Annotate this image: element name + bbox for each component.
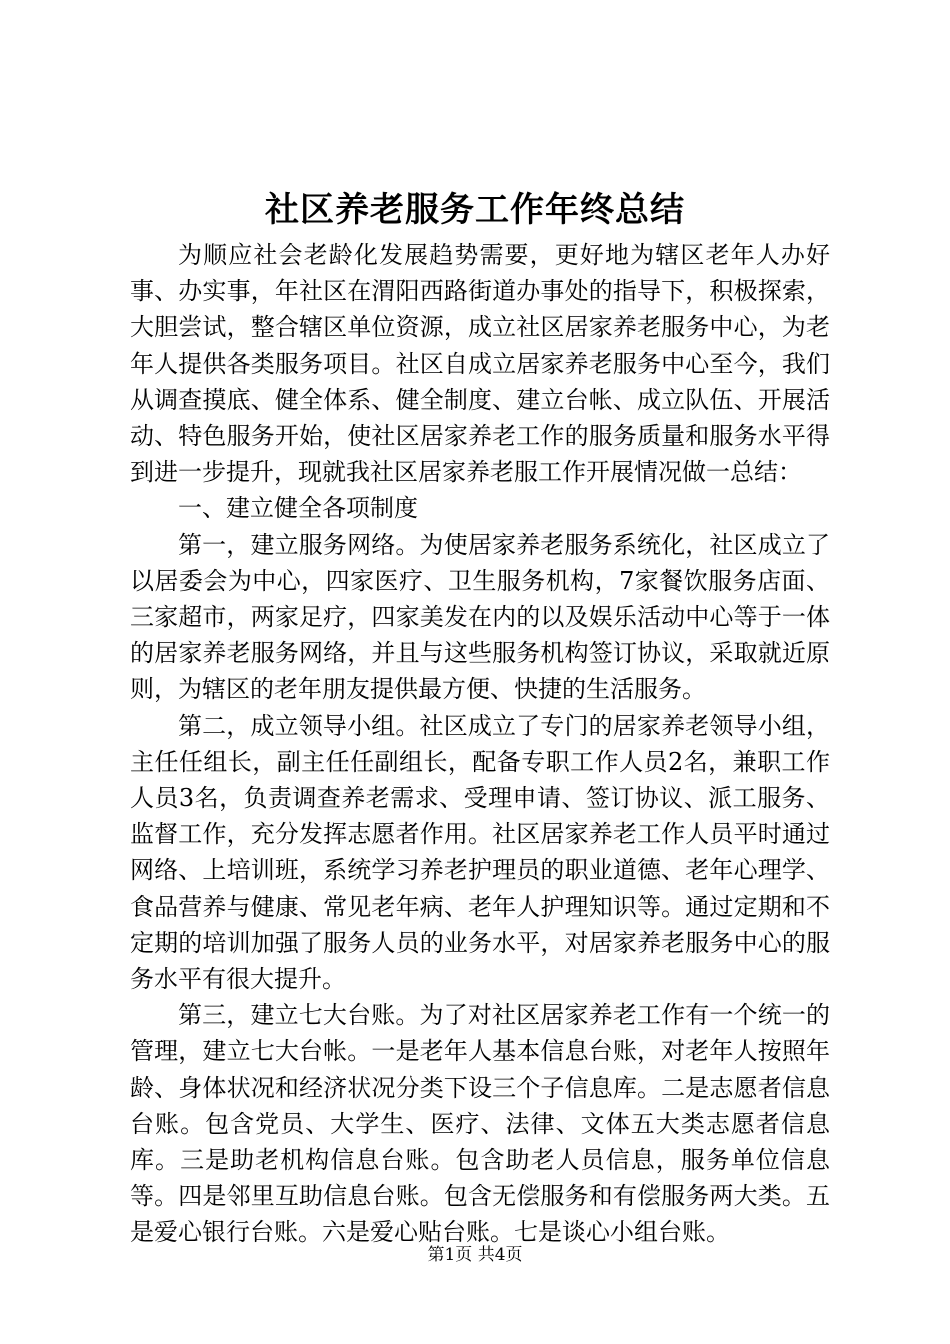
document-title: 社区养老服务工作年终总结 [265,190,685,230]
paragraph-seven-ledgers: 第三，建立七大台账。为了对社区居家养老工作有一个统一的管理，建立七大台帐。一是老年人基本信息台账，对老年人按照年龄、身体状况和经济状况分类下设三个子信息库。二是志愿者信息台账。包含党员、大学生、医疗、法律、文体五大类志愿者信息库。三是助老机构信息台账。包含助老人员信息，服务单位信息等。四是邻里互助信息台账。包含无偿服务和有偿服务两大类。五是爱心银行台账。六是爱心贴台账。七是谈心小组台账。 [130,1001,830,1247]
document-body [130,237,830,1251]
paragraph-service-network: 第一，建立服务网络。为使居家养老服务系统化，社区成立了以居委会为中心，四家医疗、卫生服务机构，7家餐饮服务店面、三家超市，两家足疗，四家美发在内的以及娱乐活动中心等于一体的居家养老服务网络，并且与这些服务机构签订协议，采取就近原则，为辖区的老年朋友提供最方便、快捷的生活服务。 [130,530,830,704]
page-footer: 第1页 共4页 [427,1245,523,1265]
paragraph-leadership-group: 第二，成立领导小组。社区成立了专门的居家养老领导小组，主任任组长，副主任任副组长，配备专职工作人员2名，兼职工作人员3名，负责调查养老需求、受理申请、签订协议、派工服务、监督工作，充分发挥志愿者作用。社区居家养老工作人员平时通过网络、上培训班，系统学习养老护理员的职业道德、老年心理学、食品营养与健康、常见老年病、老年人护理知识等。通过定期和不定期的培训加强了服务人员的业务水平，对居家养老服务中心的服务水平有很大提升。 [130,711,830,994]
section-heading: 一、建立健全各项制度 [178,494,418,523]
intro-paragraph: 为顺应社会老龄化发展趋势需要，更好地为辖区老年人办好事、办实事，年社区在渭阳西路街道办事处的指导下，积极探索，大胆尝试，整合辖区单位资源，成立社区居家养老服务中心，为老年人提供各类服务项目。社区自成立居家养老服务中心至今，我们从调查摸底、健全体系、健全制度、建立台帐、成立队伍、开展活动、特色服务开始，使社区居家养老工作的服务质量和服务水平得到进一步提升，现就我社区居家养老服工作开展情况做一总结： [130,241,830,487]
